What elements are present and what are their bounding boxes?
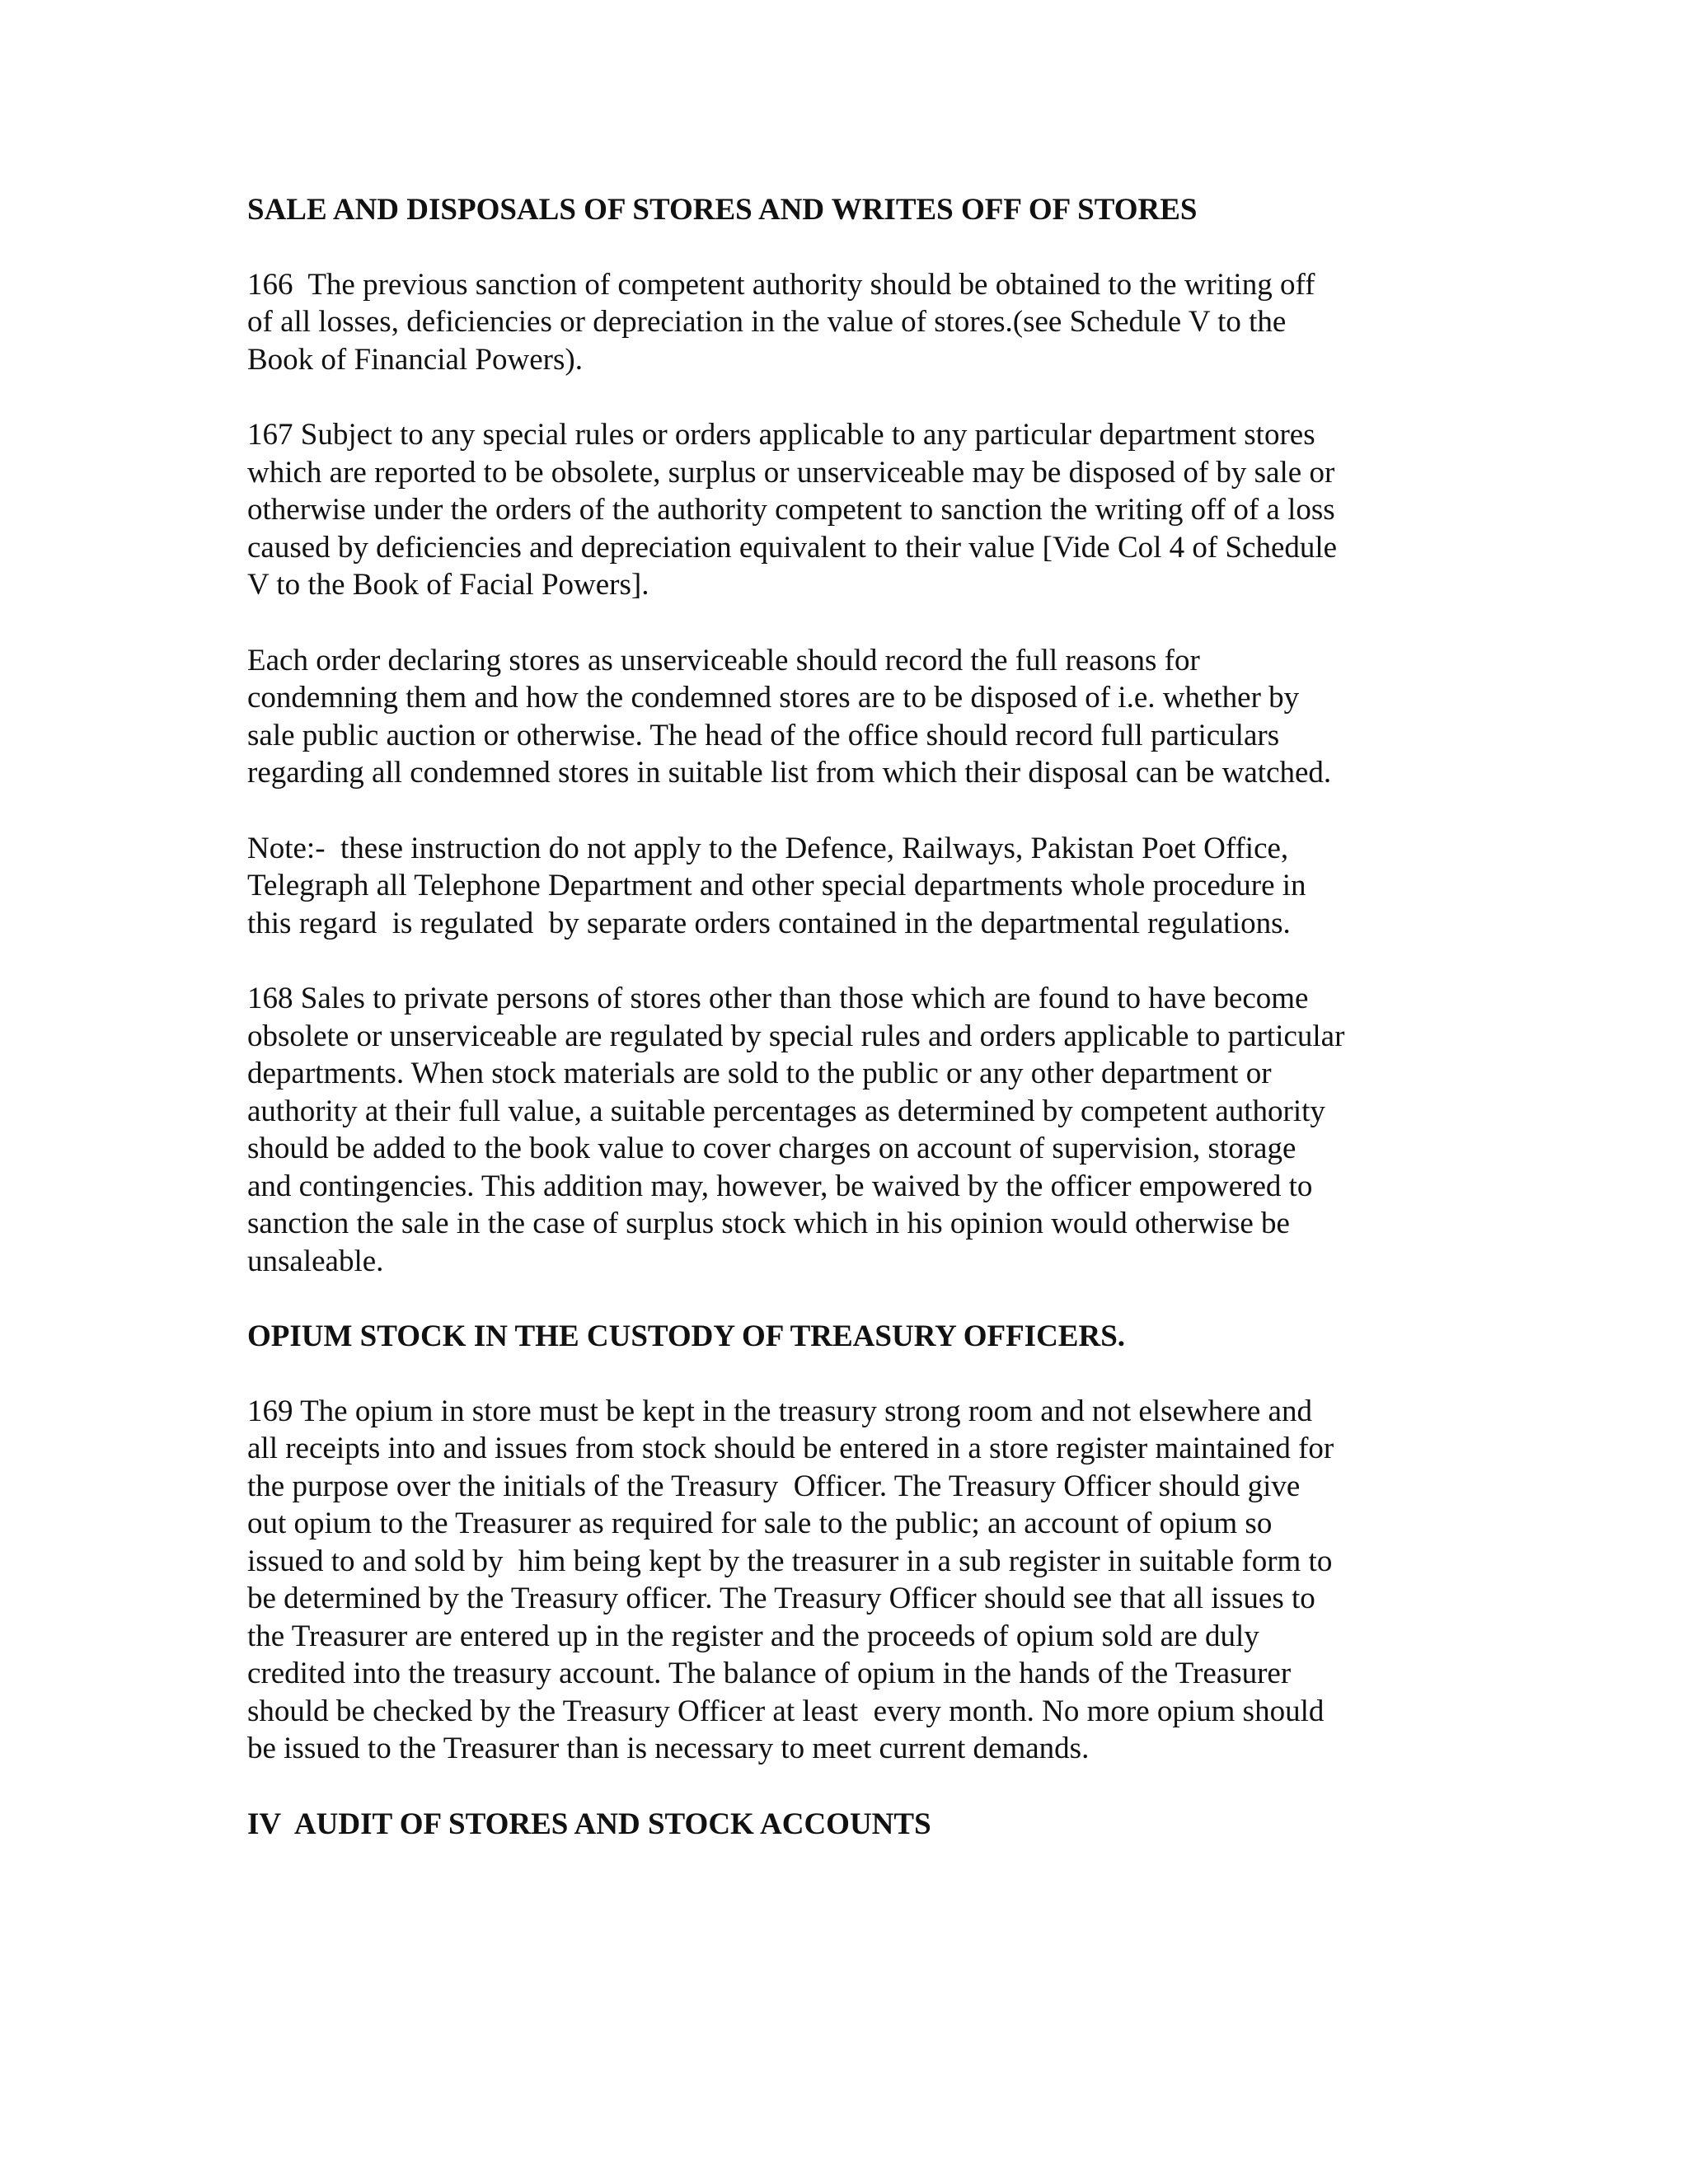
paragraph-unserviceable-order [247, 642, 1459, 792]
paragraph-line: condemning them and how the condemned stores are to be disposed of i.e. whether by [247, 681, 1300, 715]
paragraph-line: Note:- these instruction do not apply to the Defence, Railways, Pakistan Poet Office, [247, 831, 1289, 865]
document-page [247, 191, 1459, 1880]
paragraph-168 [247, 980, 1459, 1280]
paragraph-line: 166 The previous sanction of competent authority should be obtained to the writing off [247, 267, 1315, 302]
paragraph-line: this regard is regulated by separate orders contained in the departmental regulations. [247, 906, 1291, 940]
paragraph-line: credited into the treasury account. The balance of opium in the hands of the Treasurer [247, 1657, 1292, 1690]
paragraph-line: V to the Book of Facial Powers]. [247, 568, 649, 602]
paragraph-169 [247, 1393, 1459, 1768]
paragraph-line: Telegraph all Telephone Department and other special departments whole procedure in [247, 869, 1306, 902]
paragraph-note [247, 830, 1459, 943]
paragraph-line: regarding all condemned stores in suitable list from which their disposal can be watched. [247, 756, 1332, 790]
paragraph-167 [247, 416, 1459, 604]
paragraph-line: out opium to the Treasurer as required for sale to the public; an account of opium so [247, 1507, 1273, 1540]
paragraph-line: be determined by the Treasury officer. The Treasury Officer should see that all issues to [247, 1582, 1315, 1615]
section-heading-opium-stock: OPIUM STOCK IN THE CUSTODY OF TREASURY OFFICERS. [247, 1319, 1126, 1353]
paragraph-line: issued to and sold by him being kept by the treasurer in a sub register in suitable form to [247, 1544, 1333, 1578]
paragraph-line: of all losses, deficiencies or depreciation in the value of stores.(see Schedule V to the [247, 305, 1287, 339]
paragraph-line: obsolete or unserviceable are regulated by special rules and orders applicable to particular [247, 1019, 1345, 1053]
paragraph-line: the purpose over the initials of the Treasury Officer. The Treasury Officer should give [247, 1469, 1301, 1503]
paragraph-line: unsaleable. [247, 1244, 384, 1278]
paragraph-line: all receipts into and issues from stock should be entered in a store register maintained for [247, 1432, 1334, 1465]
paragraph-line: authority at their full value, a suitable percentages as determined by competent authority [247, 1094, 1325, 1128]
paragraph-line: caused by deficiencies and depreciation equivalent to their value [Vide Col 4 of Schedule [247, 530, 1338, 565]
section-heading-sale-disposals: SALE AND DISPOSALS OF STORES AND WRITES OFF OF STORES [247, 193, 1198, 227]
paragraph-line: be issued to the Treasurer than is necessary to meet current demands. [247, 1732, 1090, 1765]
paragraph-line: Each order declaring stores as unserviceable should record the full reasons for [247, 643, 1200, 677]
paragraph-line: sale public auction or otherwise. The head of the office should record full particulars [247, 718, 1280, 752]
paragraph-line: the Treasurer are entered up in the register and the proceeds of opium sold are duly [247, 1619, 1259, 1653]
paragraph-line: otherwise under the orders of the authority competent to sanction the writing off of a loss [247, 493, 1335, 527]
paragraph-line: 167 Subject to any special rules or orders applicable to any particular department stores [247, 418, 1315, 452]
paragraph-166 [247, 266, 1459, 379]
paragraph-line: 168 Sales to private persons of stores other than those which are found to have become [247, 982, 1309, 1015]
paragraph-line: which are reported to be obsolete, surplus or unserviceable may be disposed of by sale or [247, 455, 1335, 490]
paragraph-line: and contingencies. This addition may, however, be waived by the officer empowered to [247, 1169, 1313, 1203]
paragraph-line: departments. When stock materials are sold to the public or any other department or [247, 1057, 1272, 1090]
section-heading-audit: IV AUDIT OF STORES AND STOCK ACCOUNTS [247, 1807, 931, 1841]
paragraph-line: should be added to the book value to cover charges on account of supervision, storage [247, 1132, 1296, 1165]
paragraph-line: sanction the sale in the case of surplus stock which in his opinion would otherwise be [247, 1207, 1290, 1240]
paragraph-line: Book of Financial Powers). [247, 342, 583, 377]
paragraph-line: should be checked by the Treasury Officer at least every month. No more opium should [247, 1694, 1325, 1728]
paragraph-line: 169 The opium in store must be kept in the treasury strong room and not elsewhere and [247, 1394, 1312, 1428]
